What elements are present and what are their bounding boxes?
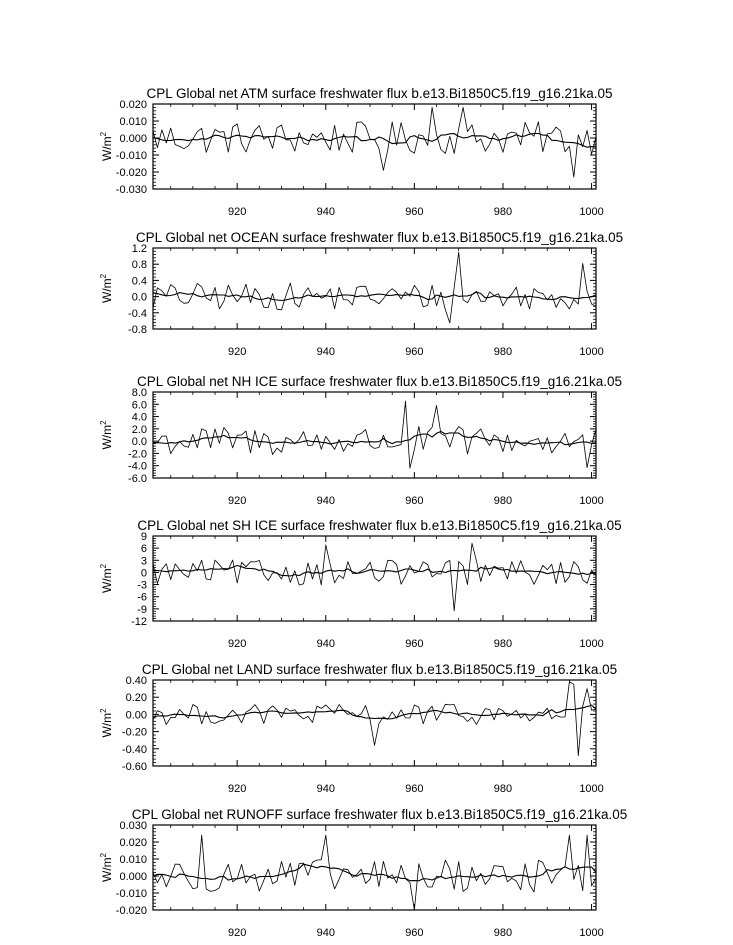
- y-tick-label: 0.000: [119, 133, 147, 145]
- chart-title: CPL Global net SH ICE surface freshwater flux b.e13.Bi1850C5.f19_g16.21ka.05: [137, 518, 622, 533]
- y-tick-label: -9: [137, 603, 147, 616]
- y-tick-label: -2.0: [128, 448, 147, 461]
- y-tick-label: 9: [140, 531, 147, 543]
- y-axis-label-superscript: 2: [99, 273, 108, 279]
- y-tick-label: 0.010: [119, 116, 147, 128]
- chart-title: CPL Global net RUNOFF surface freshwater flux b.e13.Bi1850C5.f19_g16.21ka.05: [131, 807, 628, 822]
- chart-title: CPL Global net LAND surface freshwater flux b.e13.Bi1850C5.f19_g16.21ka.05: [141, 662, 618, 677]
- x-tick-label: 1000: [579, 495, 604, 507]
- x-tick-label: 980: [493, 638, 513, 650]
- series-running-mean-line: [153, 134, 596, 148]
- y-tick-label: -3: [137, 579, 147, 592]
- y-axis-label: [99, 708, 114, 738]
- y-axis-label-superscript: 2: [99, 420, 108, 425]
- chart-panel-4: [99, 518, 622, 650]
- y-axis-label-base: W/m: [100, 278, 114, 304]
- x-tick-label: 980: [493, 495, 513, 507]
- y-tick-label: -0.010: [115, 150, 147, 162]
- y-tick-label: 0.0: [131, 291, 147, 304]
- y-axis-label: [99, 273, 114, 303]
- y-tick-label: 4.0: [131, 411, 147, 424]
- y-axis-label-base: W/m: [100, 424, 114, 450]
- y-tick-label: -0.010: [115, 888, 147, 900]
- x-tick-label: 920: [227, 638, 247, 650]
- y-tick-label: -0.8: [128, 324, 147, 336]
- y-tick-label: -0.030: [115, 184, 147, 196]
- x-tick-label: 980: [493, 783, 513, 795]
- y-tick-label: -12: [131, 616, 147, 628]
- y-axis-label: [99, 420, 114, 450]
- x-tick-label: 960: [405, 783, 424, 795]
- y-axis-label-base: W/m: [100, 136, 114, 162]
- y-tick-label: 0.0: [131, 436, 147, 449]
- y-tick-label: 0.020: [119, 837, 147, 849]
- plot-frame: [153, 536, 596, 621]
- x-tick-label: 980: [493, 927, 513, 939]
- y-axis-label-base: W/m: [100, 857, 114, 883]
- x-tick-label: 940: [316, 927, 335, 939]
- y-tick-label: 0.00: [125, 709, 147, 722]
- series-annual-line: [153, 835, 596, 910]
- y-tick-label: -0.20: [121, 726, 147, 739]
- y-axis-label: [99, 852, 114, 882]
- plot-frame: [153, 104, 596, 189]
- x-tick-label: 940: [316, 206, 335, 218]
- plot-frame: [153, 680, 596, 766]
- y-tick-label: -0.020: [115, 167, 147, 179]
- chart-title: CPL Global net OCEAN surface freshwater flux b.e13.Bi1850C5.f19_g16.21ka.05: [135, 230, 624, 245]
- y-axis-label: [99, 563, 114, 593]
- series-annual-line: [153, 401, 596, 468]
- y-tick-label: -0.4: [128, 307, 147, 320]
- x-tick-label: 960: [405, 346, 424, 358]
- y-tick-label: 0.010: [119, 854, 147, 866]
- y-tick-label: 0.030: [119, 820, 147, 832]
- y-tick-label: -4.0: [128, 460, 147, 473]
- y-axis-label-base: W/m: [100, 568, 114, 594]
- x-tick-label: 960: [405, 927, 424, 939]
- x-tick-label: 960: [405, 638, 424, 650]
- y-tick-label: 3: [140, 555, 147, 568]
- x-tick-label: 960: [405, 495, 424, 507]
- y-axis-label-superscript: 2: [99, 131, 108, 137]
- series-running-mean-line: [153, 292, 596, 301]
- x-tick-label: 920: [227, 927, 247, 939]
- plot-frame: [153, 248, 596, 329]
- x-tick-label: 1000: [579, 206, 604, 218]
- x-tick-label: 1000: [579, 638, 604, 650]
- x-tick-label: 980: [493, 206, 513, 218]
- y-tick-label: 2.0: [131, 423, 147, 436]
- x-tick-label: 980: [493, 346, 513, 358]
- y-tick-label: 0.20: [125, 692, 147, 705]
- y-tick-label: -0.020: [115, 905, 147, 917]
- x-tick-label: 960: [405, 206, 424, 218]
- x-tick-label: 940: [316, 638, 335, 650]
- x-tick-label: 940: [316, 346, 335, 358]
- series-annual-line: [153, 107, 596, 177]
- x-tick-label: 1000: [579, 783, 604, 795]
- plot-frame: [153, 392, 596, 478]
- y-axis-label-superscript: 2: [99, 852, 108, 858]
- y-tick-label: 0.8: [131, 259, 147, 272]
- y-tick-label: 0: [140, 567, 147, 580]
- chart-panel-3: [99, 374, 622, 507]
- y-axis-label-base: W/m: [100, 712, 114, 738]
- y-tick-label: 8.0: [131, 387, 147, 399]
- series-annual-line: [153, 543, 596, 611]
- x-tick-label: 920: [227, 495, 247, 507]
- chart-title: CPL Global net NH ICE surface freshwater flux b.e13.Bi1850C5.f19_g16.21ka.05: [136, 374, 623, 389]
- chart-panel-1: [99, 86, 613, 218]
- y-axis-label: [99, 131, 114, 161]
- y-tick-label: -0.60: [121, 761, 147, 773]
- y-axis-label-superscript: 2: [99, 563, 108, 569]
- x-tick-label: 1000: [579, 927, 604, 939]
- y-tick-label: -0.40: [121, 743, 147, 756]
- chart-panel-6: [99, 807, 627, 939]
- plot-frame: [153, 825, 596, 910]
- x-tick-label: 920: [227, 206, 247, 218]
- y-tick-label: 1.2: [131, 243, 147, 255]
- chart-panel-2: [99, 230, 623, 358]
- series-annual-line: [153, 252, 596, 323]
- y-tick-label: 6: [140, 543, 147, 556]
- x-tick-label: 940: [316, 783, 335, 795]
- chart-panel-5: [99, 662, 617, 795]
- y-tick-label: 6.0: [131, 399, 147, 412]
- y-tick-label: 0.40: [125, 675, 147, 687]
- y-tick-label: -6.0: [128, 473, 147, 485]
- y-axis-label-superscript: 2: [99, 708, 108, 713]
- y-tick-label: 0.4: [131, 275, 147, 288]
- x-tick-label: 1000: [579, 346, 604, 358]
- x-tick-label: 920: [227, 783, 247, 795]
- series-running-mean-line: [153, 864, 596, 881]
- y-tick-label: 0.000: [119, 871, 147, 883]
- x-tick-label: 940: [316, 495, 335, 507]
- series-running-mean-line: [153, 705, 596, 719]
- x-tick-label: 920: [227, 346, 247, 358]
- y-tick-label: 0.020: [119, 99, 147, 111]
- y-tick-label: -6: [137, 591, 147, 604]
- chart-title: CPL Global net ATM surface freshwater flux b.e13.Bi1850C5.f19_g16.21ka.05: [146, 86, 613, 101]
